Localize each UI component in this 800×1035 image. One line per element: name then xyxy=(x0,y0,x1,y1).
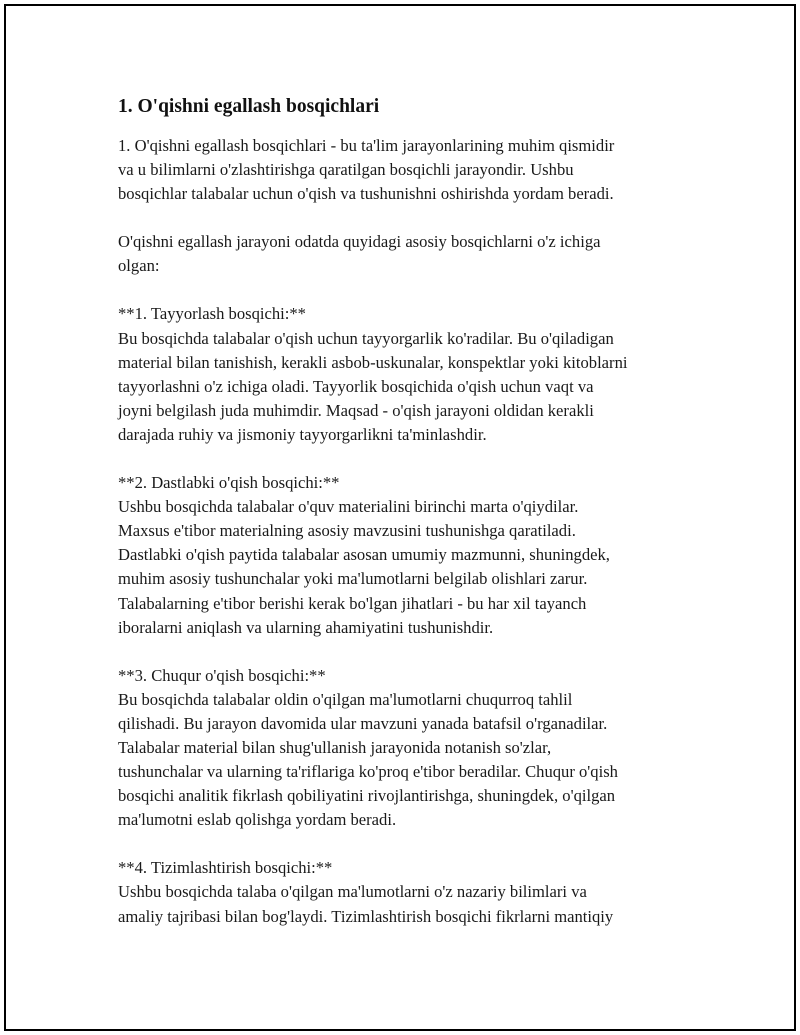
paragraph-stage-deep-reading: **3. Chuqur o'qish bosqichi:** Bu bosqichda talabalar oldin o'qilgan ma'lumotlarni chuqurroq tahlil qilishadi. Bu jarayon davomida ular mavzuni yanada batafsil o'rganadilar. Talabalar material bilan shug'ullanish jarayonida notanish so'zlar, tushunchalar va ularning ta'riflariga ko'proq e'tibor beradilar. Chuqur o'qish bosqichi analitik fikrlash qobiliyatini rivojlantirishga, shuningdek, o'qilgan ma'lumotni eslab qolishga yordam beradi. xyxy=(118,665,618,830)
document-body xyxy=(118,94,708,953)
paragraph-stage-preparation: **1. Tayyorlash bosqichi:** Bu bosqichda talabalar o'qish uchun tayyorgarlik ko'radilar. Bu o'qiladigan material bilan tanishish, kerakli asbob-uskunalar, konspektlar yoki kitoblarni tayyorlashni o'z ichiga oladi. Tayyorlik bosqichida o'qish uchun vaqt va joyni belgilash juda muhimdir. Maqsad - o'qish jarayoni oldidan kerakli darajada ruhiy va jismoniy tayyorgarlikni ta'minlashdir. xyxy=(118,304,628,444)
paragraph-intro: 1. O'qishni egallash bosqichlari - bu ta'lim jarayonlarining muhim qismidir va u bilimlarni o'zlashtirishga qaratilgan bosqichli jarayondir. Ushbu bosqichlar talabalar uchun o'qish va tushunishni oshirishda yordam beradi. xyxy=(118,136,615,204)
paragraph-stage-initial-reading: **2. Dastlabki o'qish bosqichi:** Ushbu bosqichda talabalar o'quv materialini birinchi marta o'qiydilar. Maxsus e'tibor materialning asosiy mavzusini tushunishga qaratiladi. Dastlabki o'qish paytida talabalar asosan umumiy mazmunni, shuningdek, muhim asosiy tushunchalar yoki ma'lumotlarni belgilab olishlari zarur. Talabalarning e'tibor berishi kerak bo'lgan jihatlari - bu har xil tayanch iboralarni aniqlash va ularning ahamiyatini tushunishdir. xyxy=(118,473,610,637)
document-heading: 1. O'qishni egallash bosqichlari xyxy=(118,96,380,117)
paragraph-stage-systematization: **4. Tizimlashtirish bosqichi:** Ushbu bosqichda talaba o'qilgan ma'lumotlarni o'z nazariy bilimlari va amaliy tajribasi bilan bog'laydi. Tizimlashtirish bosqichi fikrlarni mantiqiy xyxy=(118,858,614,926)
paragraph-stages-overview: O'qishni egallash jarayoni odatda quyidagi asosiy bosqichlarni o'z ichiga olgan: xyxy=(118,232,601,276)
